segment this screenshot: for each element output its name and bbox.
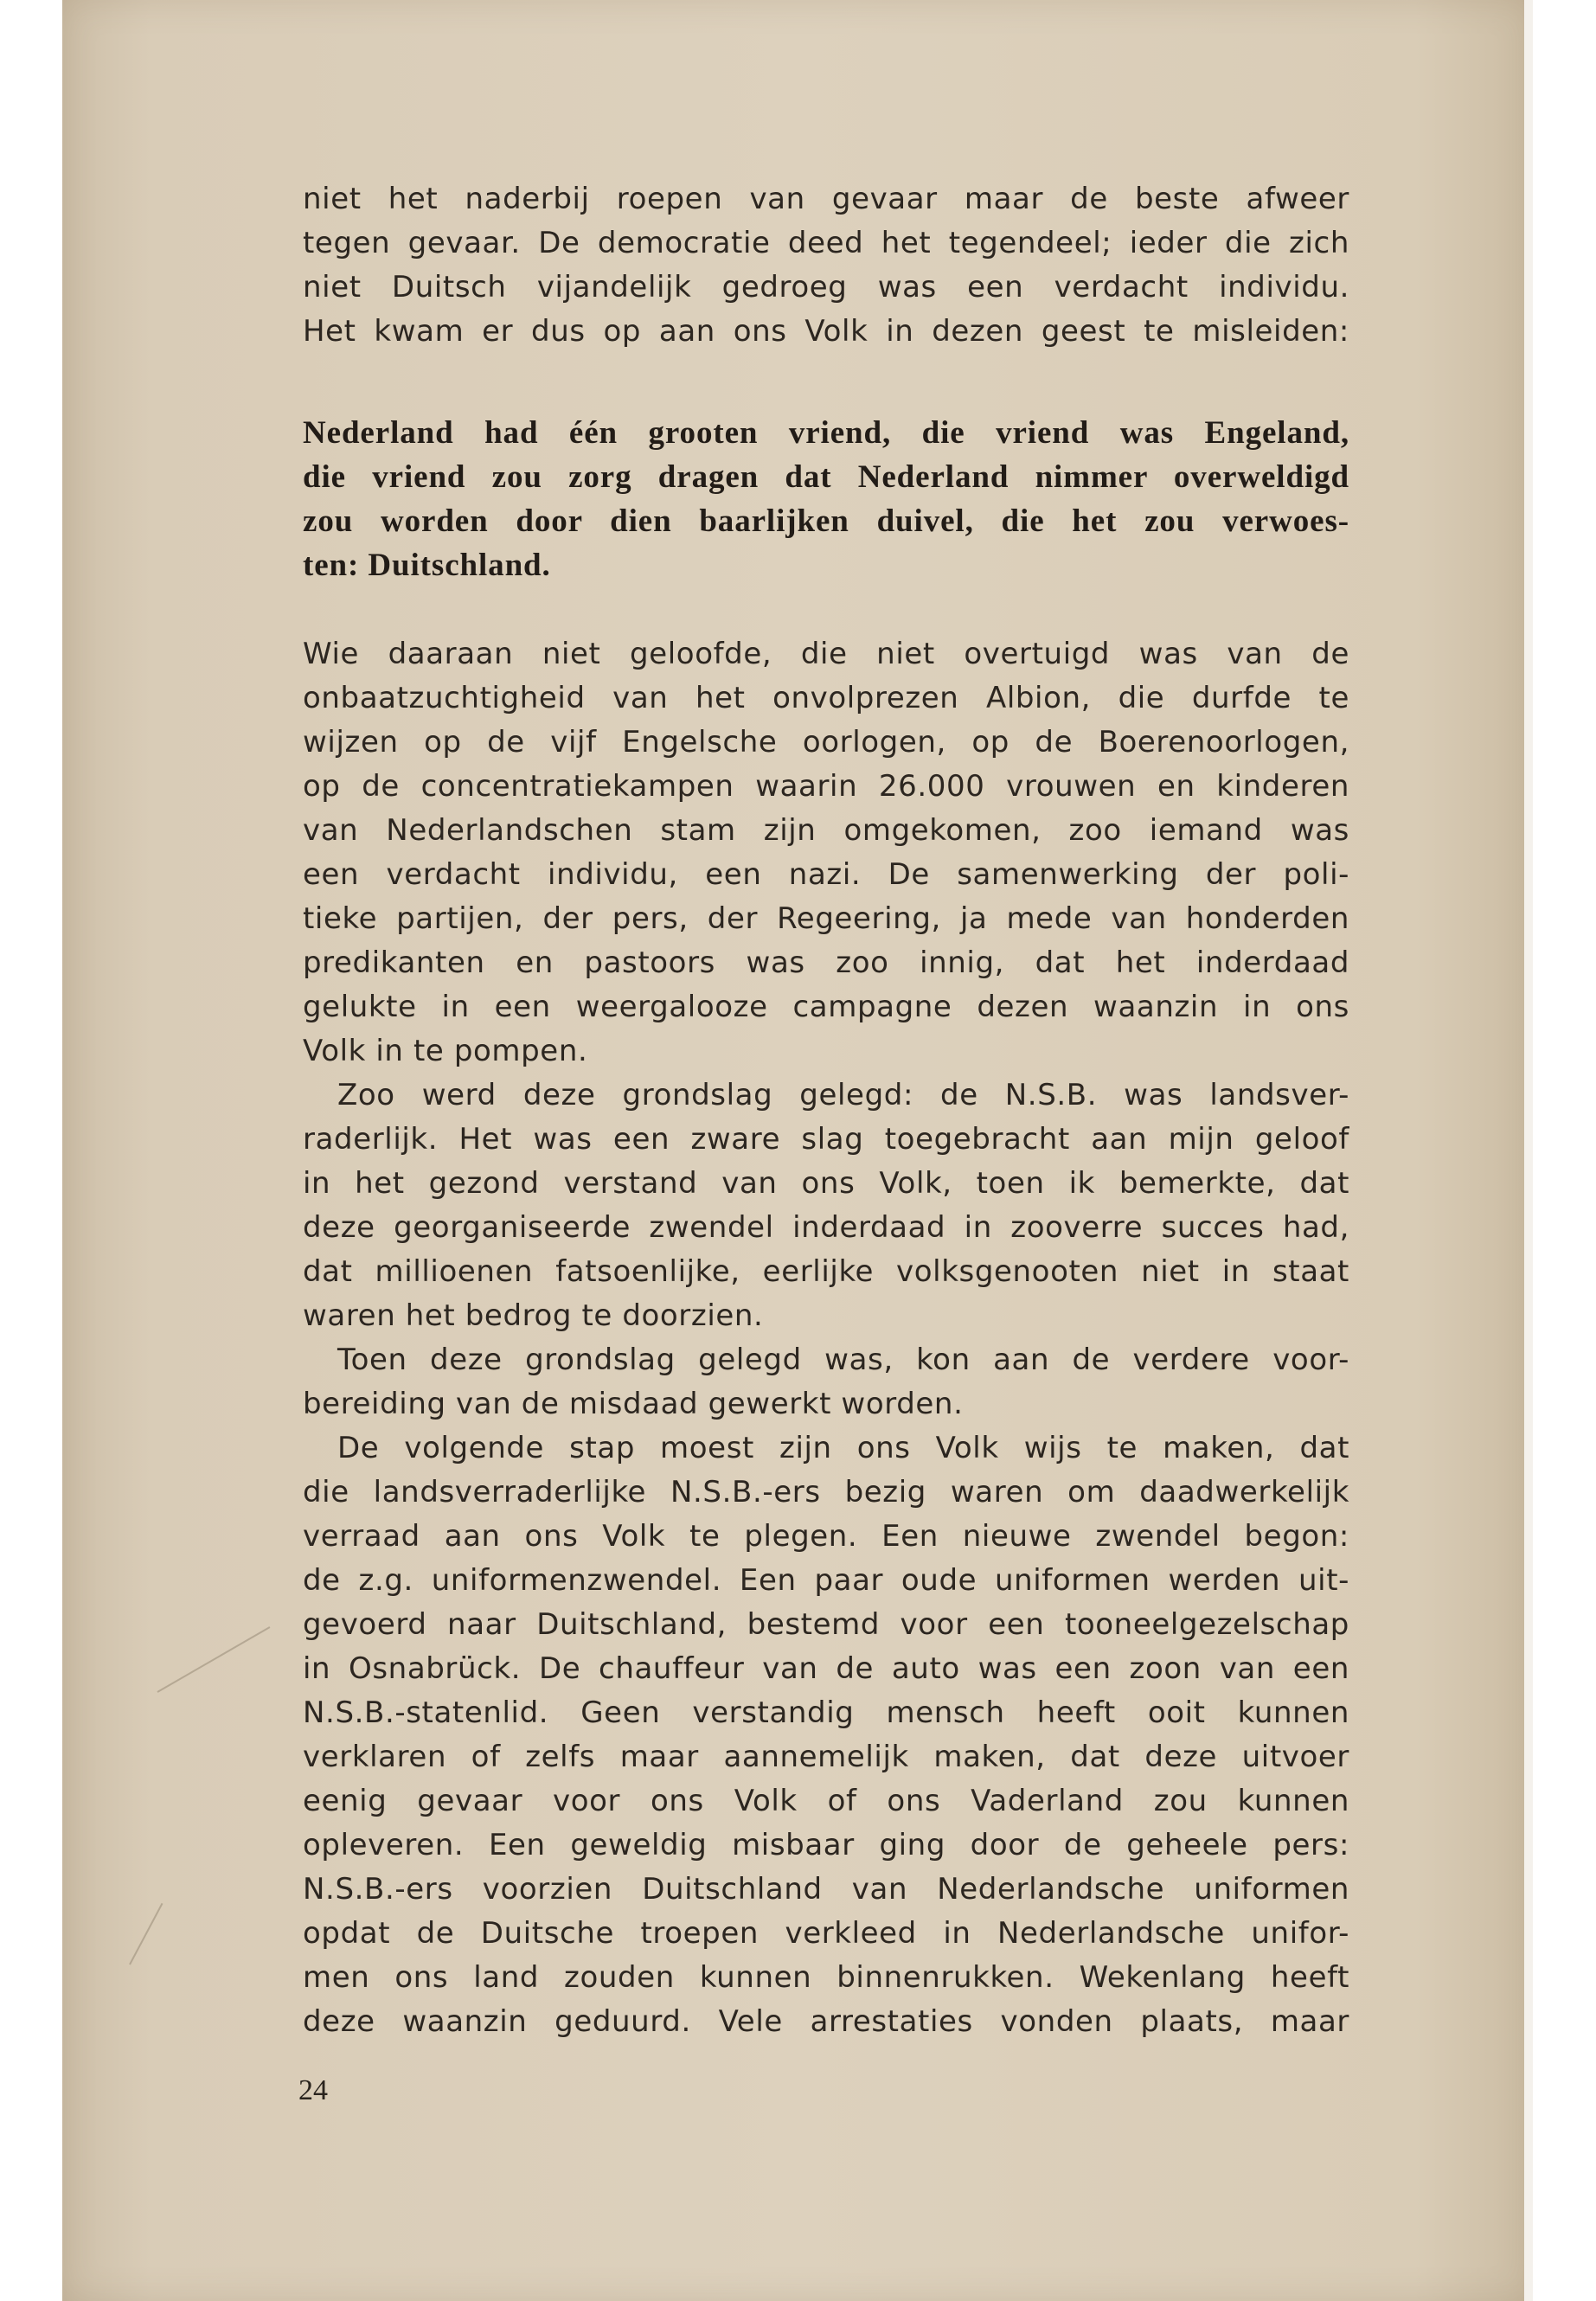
text-line: tieke partijen, der pers, der Regeering, ja mede van honderden	[303, 901, 1349, 936]
text-line: een verdacht individu, een nazi. De samenwerking der poli-	[303, 857, 1349, 892]
emphasis-paragraph	[303, 411, 1349, 587]
text-line: ten: Duitschland.	[303, 548, 551, 583]
text-line: predikanten en pastoors was zoo innig, dat het inderdaad	[303, 945, 1349, 980]
text-line: niet het naderbij roepen van gevaar maar de beste afweer	[303, 182, 1349, 216]
paragraph-5	[303, 1426, 1349, 2044]
page-number: 24	[298, 2074, 328, 2106]
paragraph-3	[303, 1074, 1349, 1338]
text-line: Wie daaraan niet geloofde, die niet overtuigd was van de	[303, 637, 1349, 671]
text-line: waren het bedrog te doorzien.	[303, 1298, 764, 1333]
text-line: De volgende stap moest zijn ons Volk wijs te maken, dat	[337, 1431, 1349, 1465]
margin-pencil-mark	[157, 1626, 271, 1693]
text-line: gevoerd naar Duitschland, bestemd voor een tooneelgezelschap	[303, 1607, 1349, 1642]
text-line: men ons land zouden kunnen binnenrukken. Wekenlang heeft	[303, 1960, 1349, 1995]
text-line: onbaatzuchtigheid van het onvolprezen Albion, die durfde te	[303, 681, 1349, 715]
text-line: niet Duitsch vijandelijk gedroeg was een verdacht individu.	[303, 270, 1349, 304]
text-line: opleveren. Een geweldig misbaar ging door de geheele pers:	[303, 1828, 1349, 1862]
text-line: dat millioenen fatsoenlijke, eerlijke volksgenooten niet in staat	[303, 1254, 1349, 1289]
text-line: N.S.B.-ers voorzien Duitschland van Nederlandsche uniformen	[303, 1872, 1349, 1907]
paragraph-gap	[303, 587, 1349, 632]
text-line: eenig gevaar voor ons Volk of ons Vaderland zou kunnen	[303, 1784, 1349, 1818]
text-line: gelukte in een weergalooze campagne dezen waanzin in ons	[303, 990, 1349, 1024]
text-line: verklaren of zelfs maar aannemelijk maken, dat deze uitvoer	[303, 1740, 1349, 1774]
text-line: de z.g. uniformenzwendel. Een paar oude uniformen werden uit-	[303, 1563, 1349, 1598]
text-line: opdat de Duitsche troepen verkleed in Nederlandsche unifor-	[303, 1916, 1349, 1951]
text-line: deze georganiseerde zwendel inderdaad in zooverre succes had,	[303, 1210, 1349, 1245]
text-line: tegen gevaar. De democratie deed het tegendeel; ieder die zich	[303, 226, 1349, 260]
text-line: raderlijk. Het was een zware slag toegebracht aan mijn geloof	[303, 1122, 1349, 1157]
text-line: zou worden door dien baarlijken duivel, die het zou verwoes-	[303, 503, 1349, 539]
text-line: in Osnabrück. De chauffeur van de auto was een zoon van een	[303, 1651, 1349, 1686]
text-line: in het gezond verstand van ons Volk, toen ik bemerkte, dat	[303, 1166, 1349, 1201]
text-line: Zoo werd deze grondslag gelegd: de N.S.B. was landsver-	[337, 1078, 1349, 1112]
paper-edge	[1524, 0, 1533, 2301]
text-line: die vriend zou zorg dragen dat Nederland nimmer overweldigd	[303, 459, 1349, 495]
text-line: Nederland had één grooten vriend, die vriend was Engeland,	[303, 415, 1349, 451]
paragraph-gap	[303, 354, 1349, 411]
text-line: verraad aan ons Volk te plegen. Een nieuwe zwendel begon:	[303, 1519, 1349, 1554]
text-line: deze waanzin geduurd. Vele arrestaties vonden plaats, maar	[303, 2004, 1349, 2039]
text-line: Toen deze grondslag gelegd was, kon aan de verdere voor-	[337, 1343, 1349, 1377]
text-line: van Nederlandschen stam zijn omgekomen, zoo iemand was	[303, 813, 1349, 848]
text-line: bereiding van de misdaad gewerkt worden.	[303, 1387, 964, 1421]
text-line: wijzen op de vijf Engelsche oorlogen, op de Boerenoorlogen,	[303, 725, 1349, 760]
body-text	[303, 177, 1349, 2044]
paragraph-intro	[303, 177, 1349, 354]
paragraph-4	[303, 1338, 1349, 1426]
paragraph-2	[303, 632, 1349, 1074]
text-line: N.S.B.-statenlid. Geen verstandig mensch heeft ooit kunnen	[303, 1695, 1349, 1730]
text-line: op de concentratiekampen waarin 26.000 vrouwen en kinderen	[303, 769, 1349, 804]
text-line: Het kwam er dus op aan ons Volk in dezen geest te misleiden:	[303, 314, 1349, 349]
margin-pencil-mark	[129, 1903, 163, 1965]
text-line: die landsverraderlijke N.S.B.-ers bezig waren om daadwerkelijk	[303, 1475, 1349, 1509]
text-line: Volk in te pompen.	[303, 1034, 588, 1068]
